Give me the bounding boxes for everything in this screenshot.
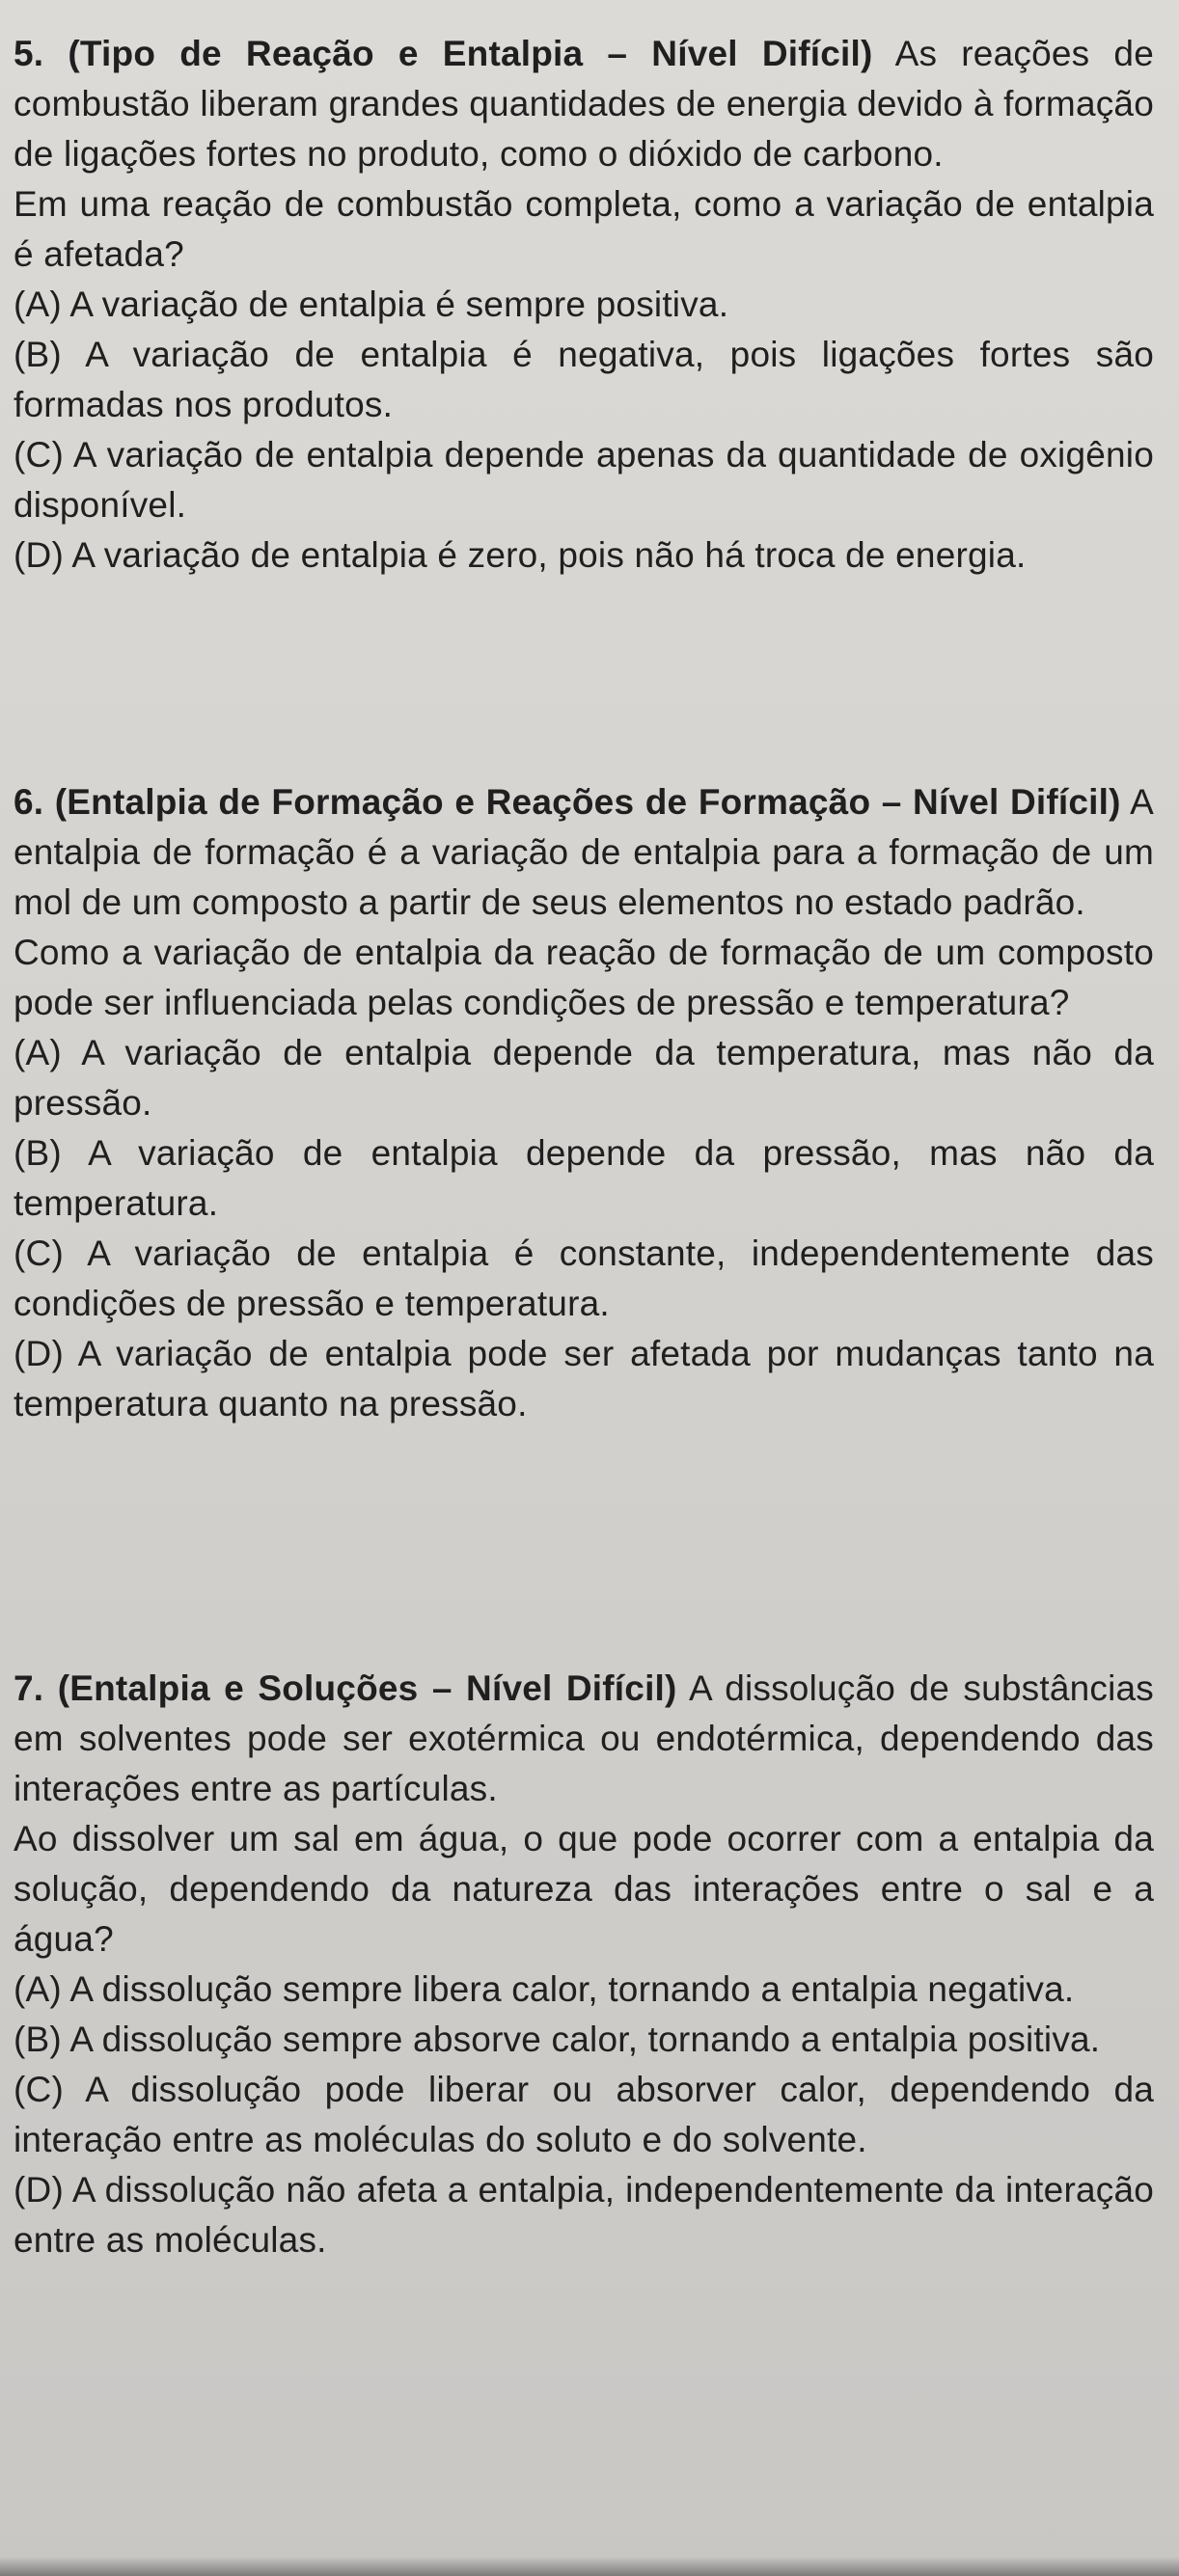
question-6-stem: Como a variação de entalpia da reação de formação de um composto pode ser influenciada pelas condições de pressão e temperatura? (14, 933, 1154, 1022)
question-7-option-b: (B) A dissolução sempre absorve calor, tornando a entalpia positiva. (14, 2020, 1101, 2059)
question-6-option-a: (A) A variação de entalpia depende da temperatura, mas não da pressão. (14, 1033, 1154, 1123)
question-6-option-d: (D) A variação de entalpia pode ser afetada por mudanças tanto na temperatura quanto na pressão. (14, 1334, 1154, 1424)
question-6-option-b: (B) A variação de entalpia depende da pressão, mas não da temperatura. (14, 1133, 1154, 1223)
question-6-intro (14, 777, 1154, 928)
question-5-option-b: (B) A variação de entalpia é negativa, pois ligações fortes são formadas nos produtos. (14, 335, 1154, 424)
question-6-intro-text: A entalpia de formação é a variação de entalpia para a formação de um mol de um composto a partir de seus elementos no estado padrão. (14, 782, 1154, 922)
question-5-title: (Tipo de Reação e Entalpia – Nível Difícil) (68, 34, 873, 73)
question-5-number: 5. (14, 34, 44, 73)
question-7-title: (Entalpia e Soluções – Nível Difícil) (57, 1668, 677, 1708)
question-5-stem: Em uma reação de combustão completa, como a variação de entalpia é afetada? (14, 184, 1154, 274)
question-5-option-a: (A) A variação de entalpia é sempre positiva. (14, 285, 729, 324)
question-7-intro (14, 1664, 1154, 1814)
question-7-option-c: (C) A dissolução pode liberar ou absorver calor, dependendo da interação entre as moléculas do soluto e do solvente. (14, 2070, 1154, 2159)
question-5 (14, 29, 1154, 581)
question-7 (14, 1664, 1154, 2265)
question-7-stem: Ao dissolver um sal em água, o que pode ocorrer com a entalpia da solução, dependendo da natureza das interações entre o sal e a água? (14, 1819, 1154, 1959)
question-6 (14, 777, 1154, 1429)
page-bottom-shadow (0, 2557, 1179, 2576)
question-6-title: (Entalpia de Formação e Reações de Formação – Nível Difícil) (54, 782, 1121, 822)
question-7-intro-text: A dissolução de substâncias em solventes pode ser exotérmica ou endotérmica, dependendo das interações entre as partículas. (14, 1668, 1154, 1808)
question-7-option-d: (D) A dissolução não afeta a entalpia, independentemente da interação entre as moléculas. (14, 2170, 1154, 2260)
question-5-intro-text: As reações de combustão liberam grandes quantidades de energia devido à formação de ligações fortes no produto, como o dióxido de carbono. (14, 34, 1154, 174)
question-7-option-a: (A) A dissolução sempre libera calor, tornando a entalpia negativa. (14, 1969, 1075, 2009)
question-5-option-c: (C) A variação de entalpia depende apenas da quantidade de oxigênio disponível. (14, 435, 1154, 525)
question-5-intro (14, 29, 1154, 179)
question-6-number: 6. (14, 782, 44, 822)
question-5-option-d: (D) A variação de entalpia é zero, pois não há troca de energia. (14, 535, 1027, 575)
question-6-option-c: (C) A variação de entalpia é constante, independentemente das condições de pressão e temperatura. (14, 1234, 1154, 1323)
question-7-number: 7. (14, 1668, 44, 1708)
